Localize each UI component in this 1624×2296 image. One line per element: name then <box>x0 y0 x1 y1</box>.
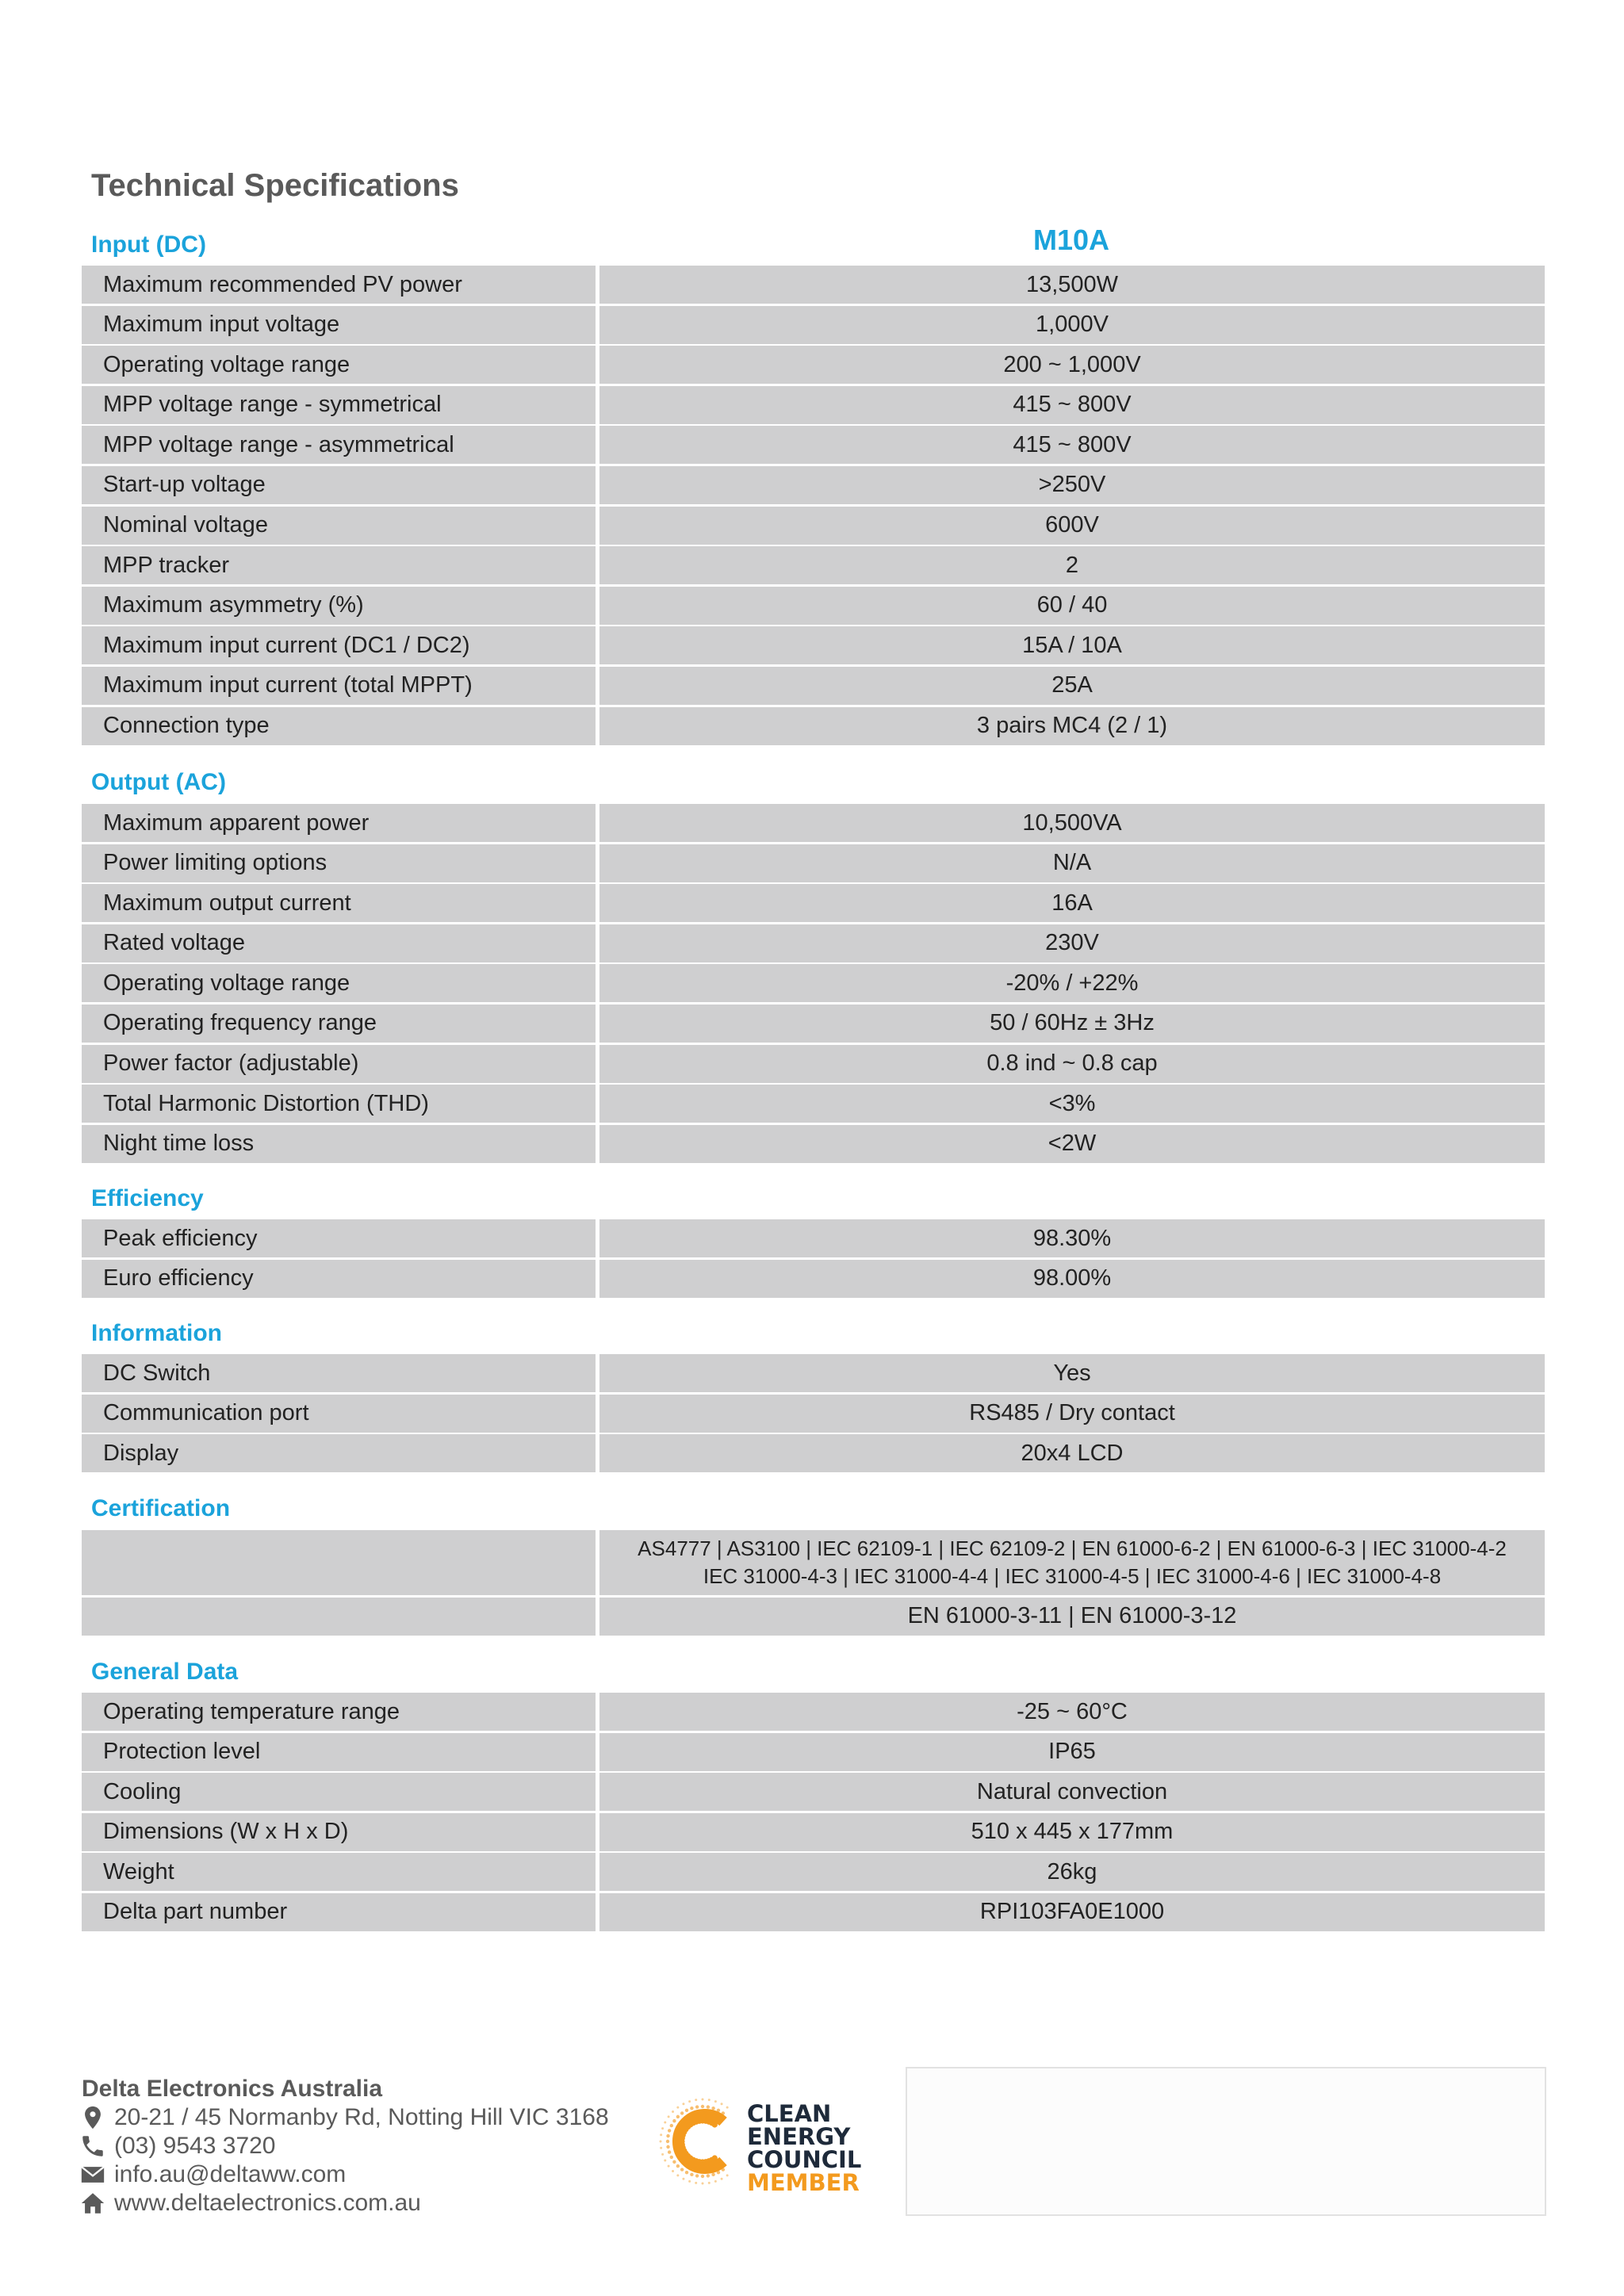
table-row <box>82 924 1545 962</box>
spec-label: Power limiting options <box>82 844 596 882</box>
spec-value: <3% <box>599 1085 1545 1123</box>
sunburst-mark <box>660 2099 729 2185</box>
spec-value: <2W <box>599 1125 1545 1163</box>
sunburst-dot <box>695 2099 697 2101</box>
sunburst-dot <box>668 2165 670 2168</box>
sunburst-dot <box>695 2105 699 2108</box>
section-heading-input: Input (DC) <box>91 232 206 258</box>
table-row <box>82 707 1545 745</box>
spec-value: N/A <box>599 844 1545 882</box>
logo-text-member: MEMBER <box>747 2169 860 2196</box>
sunburst-dot <box>726 2174 729 2176</box>
spec-label: Euro efficiency <box>82 1260 596 1298</box>
input-table <box>82 266 1545 747</box>
sunburst-dot <box>708 2182 710 2184</box>
spec-value: 415 ~ 800V <box>599 386 1545 424</box>
table-row <box>82 964 1545 1002</box>
spec-value: 26kg <box>599 1853 1545 1891</box>
table-row <box>82 1354 1545 1392</box>
phone-icon <box>79 2133 106 2160</box>
sunburst-dot <box>721 2103 723 2105</box>
sunburst-dot <box>676 2174 679 2176</box>
footer-company: Delta Electronics Australia <box>82 2076 383 2102</box>
cert-line-2: IEC 31000-4-3 | IEC 31000-4-4 | IEC 31000-4-5 | IEC 31000-4-6 | IEC 31000-4-8 <box>703 1564 1442 1588</box>
model-heading: M10A <box>1032 224 1110 256</box>
spec-label: Dimensions (W x H x D) <box>82 1813 596 1851</box>
sunburst-dot <box>672 2160 676 2164</box>
table-row <box>82 1853 1545 1891</box>
table-row <box>82 667 1545 705</box>
spec-label: Total Harmonic Distortion (THD) <box>82 1085 596 1123</box>
spec-value: 600V <box>599 507 1545 545</box>
cert-standards <box>599 1530 1545 1595</box>
blank-stamp-box <box>906 2067 1546 2216</box>
spec-label: Maximum input current (DC1 / DC2) <box>82 626 596 664</box>
sunburst-dot <box>695 2174 699 2177</box>
footer-website-line <box>79 2190 421 2217</box>
spec-label: Rated voltage <box>82 924 596 962</box>
sunburst-dot <box>670 2124 673 2127</box>
sunburst-dot <box>690 2173 693 2176</box>
table-row <box>82 587 1545 625</box>
spec-label: Protection level <box>82 1733 596 1771</box>
table-row <box>82 1260 1545 1298</box>
sunburst-dot <box>680 2168 684 2171</box>
spec-value: 98.00% <box>599 1260 1545 1298</box>
spec-label: MPP voltage range - asymmetrical <box>82 426 596 464</box>
footer-email[interactable]: info.au@deltaww.com <box>114 2161 347 2187</box>
location-pin-icon <box>79 2104 106 2131</box>
sunburst-dot <box>670 2156 673 2159</box>
logo-text-clean: CLEAN <box>747 2100 832 2127</box>
spec-label: Operating voltage range <box>82 964 596 1002</box>
cert-line-3: EN 61000-3-11 | EN 61000-3-12 <box>599 1598 1545 1636</box>
sunburst-dot <box>702 2099 704 2101</box>
efficiency-table <box>82 1219 1545 1299</box>
sunburst-dot <box>685 2109 688 2112</box>
table-row <box>82 626 1545 664</box>
spec-label: Maximum apparent power <box>82 804 596 842</box>
table-row <box>82 1125 1545 1163</box>
section-heading-efficiency: Efficiency <box>91 1185 204 1211</box>
table-row <box>82 1395 1545 1433</box>
table-row <box>82 1893 1545 1931</box>
sunburst-dot <box>688 2180 691 2183</box>
spec-value: IP65 <box>599 1733 1545 1771</box>
sunburst-dot <box>701 2175 704 2178</box>
spec-value: 50 / 60Hz ± 3Hz <box>599 1004 1545 1043</box>
spec-label: Connection type <box>82 707 596 745</box>
spec-label: Cooling <box>82 1773 596 1811</box>
footer-address-line <box>79 2104 609 2131</box>
general-table <box>82 1693 1545 1934</box>
sunburst-dot <box>714 2100 717 2103</box>
table-row <box>82 884 1545 922</box>
spec-value: >250V <box>599 466 1545 504</box>
sunburst-dot <box>668 2150 671 2153</box>
table-row <box>82 466 1545 504</box>
sunburst-dot <box>711 2173 714 2176</box>
spec-value: RS485 / Dry contact <box>599 1395 1545 1433</box>
spec-value: 2 <box>599 546 1545 584</box>
sunburst-dot <box>661 2127 664 2130</box>
sunburst-dot <box>682 2103 684 2105</box>
spec-value: -20% / +22% <box>599 964 1545 1002</box>
spec-label: Weight <box>82 1853 596 1891</box>
spec-label: Maximum output current <box>82 884 596 922</box>
table-row <box>82 426 1545 464</box>
sunburst-dot <box>666 2134 669 2137</box>
table-row <box>82 546 1545 584</box>
sunburst-dot <box>664 2121 666 2123</box>
spec-value: -25 ~ 60°C <box>599 1693 1545 1731</box>
sunburst-dot <box>660 2141 662 2143</box>
spec-value: Yes <box>599 1354 1545 1392</box>
table-row <box>82 1773 1545 1811</box>
spec-value: Natural convection <box>599 1773 1545 1811</box>
sunburst-dot <box>676 2164 680 2168</box>
spec-value: 25A <box>599 667 1545 705</box>
section-heading-general: General Data <box>91 1659 239 1685</box>
spec-value: 60 / 40 <box>599 587 1545 625</box>
table-row <box>82 1434 1545 1472</box>
spec-label: MPP voltage range - symmetrical <box>82 386 596 424</box>
sunburst-dot <box>664 2160 666 2162</box>
cert-label-empty <box>82 1598 596 1636</box>
sunburst-dot <box>701 2105 704 2108</box>
table-row <box>82 1004 1545 1043</box>
spec-label: Delta part number <box>82 1893 596 1931</box>
spec-value: 415 ~ 800V <box>599 426 1545 464</box>
spec-value: 200 ~ 1,000V <box>599 346 1545 384</box>
sunburst-dot <box>702 2183 704 2185</box>
spec-label: MPP tracker <box>82 546 596 584</box>
sunburst-dot <box>690 2107 693 2110</box>
section-heading-certification: Certification <box>91 1495 231 1521</box>
sunburst-dot <box>676 2115 680 2118</box>
spec-label: Power factor (adjustable) <box>82 1045 596 1083</box>
sunburst-dot <box>711 2107 714 2110</box>
sunburst-dot <box>707 2105 710 2108</box>
spec-label: Operating temperature range <box>82 1693 596 1731</box>
footer-address: 20-21 / 45 Normanby Rd, Notting Hill VIC 3168 <box>114 2104 609 2130</box>
sunburst-dot <box>714 2180 717 2183</box>
table-row <box>82 804 1545 842</box>
sunburst-dot <box>666 2145 669 2149</box>
sunburst-dot <box>660 2133 662 2136</box>
sunburst-dot <box>672 2119 676 2122</box>
spec-value: 13,500W <box>599 266 1545 304</box>
spec-label: Display <box>82 1434 596 1472</box>
spec-value: 0.8 ind ~ 0.8 cap <box>599 1045 1545 1083</box>
spec-value: 15A / 10A <box>599 626 1545 664</box>
sunburst-dot <box>707 2174 710 2177</box>
cert-row <box>82 1530 1545 1595</box>
certification-table <box>82 1530 1545 1637</box>
spec-label: Nominal voltage <box>82 507 596 545</box>
spec-label: Operating voltage range <box>82 346 596 384</box>
logo-text-energy: ENERGY <box>747 2123 851 2150</box>
table-row <box>82 386 1545 424</box>
table-row <box>82 266 1545 304</box>
spec-value: 16A <box>599 884 1545 922</box>
table-row <box>82 1693 1545 1731</box>
table-row <box>82 1219 1545 1257</box>
sunburst-dot <box>726 2107 729 2109</box>
footer-email-line <box>79 2161 346 2188</box>
spec-label: Operating frequency range <box>82 1004 596 1043</box>
spec-value: 20x4 LCD <box>599 1434 1545 1472</box>
cert-row <box>82 1598 1545 1636</box>
spec-label: Night time loss <box>82 1125 596 1163</box>
table-row <box>82 507 1545 545</box>
sunburst-dot <box>685 2171 688 2174</box>
footer-website[interactable]: www.deltaelectronics.com.au <box>114 2190 421 2216</box>
section-heading-output: Output (AC) <box>91 769 226 795</box>
output-table <box>82 804 1545 1165</box>
spec-value: RPI103FA0E1000 <box>599 1893 1545 1931</box>
sunburst-dot <box>676 2107 679 2109</box>
logo-text-council: COUNCIL <box>747 2146 862 2173</box>
information-table <box>82 1354 1545 1475</box>
home-icon <box>79 2190 106 2217</box>
spec-label: Peak efficiency <box>82 1219 596 1257</box>
sunburst-dot <box>721 2178 723 2180</box>
spec-value: 3 pairs MC4 (2 / 1) <box>599 707 1545 745</box>
spec-label: Maximum input current (total MPPT) <box>82 667 596 705</box>
table-row <box>82 844 1545 882</box>
sunburst-dot <box>661 2153 664 2156</box>
section-heading-information: Information <box>91 1320 222 1346</box>
sunburst-dot <box>672 2110 674 2113</box>
sunburst-dot <box>695 2182 697 2184</box>
mail-icon <box>79 2161 106 2188</box>
cert-label-empty <box>82 1530 596 1595</box>
spec-value: 1,000V <box>599 306 1545 344</box>
table-row <box>82 1813 1545 1851</box>
spec-label: DC Switch <box>82 1354 596 1392</box>
sunburst-dot <box>668 2129 671 2132</box>
table-row <box>82 1733 1545 1771</box>
spec-value: 98.30% <box>599 1219 1545 1257</box>
sunburst-dot <box>688 2100 691 2103</box>
table-row <box>82 306 1545 344</box>
spec-value: 10,500VA <box>599 804 1545 842</box>
cert-line-1: AS4777 | AS3100 | IEC 62109-1 | IEC 62109-2 | EN 61000-6-2 | EN 61000-6-3 | IEC 31000-4-2 <box>638 1536 1507 1560</box>
spec-label: Maximum recommended PV power <box>82 266 596 304</box>
sunburst-dot <box>708 2099 710 2101</box>
spec-label: Communication port <box>82 1395 596 1433</box>
sunburst-dot <box>668 2115 670 2118</box>
spec-label: Maximum input voltage <box>82 306 596 344</box>
footer-phone-line <box>79 2133 276 2160</box>
table-row <box>82 346 1545 384</box>
spec-value: 510 x 445 x 177mm <box>599 1813 1545 1851</box>
sunburst-dot <box>672 2170 674 2172</box>
spec-label: Maximum asymmetry (%) <box>82 587 596 625</box>
spec-value: 230V <box>599 924 1545 962</box>
footer-phone: (03) 9543 3720 <box>114 2133 276 2159</box>
spec-label: Start-up voltage <box>82 466 596 504</box>
table-row <box>82 1085 1545 1123</box>
sunburst-dot <box>680 2111 684 2114</box>
sunburst-dot <box>682 2178 684 2180</box>
table-row <box>82 1045 1545 1083</box>
sunburst-dot <box>660 2147 662 2149</box>
page-title: Technical Specifications <box>91 168 459 203</box>
sunburst-dot <box>666 2140 669 2143</box>
